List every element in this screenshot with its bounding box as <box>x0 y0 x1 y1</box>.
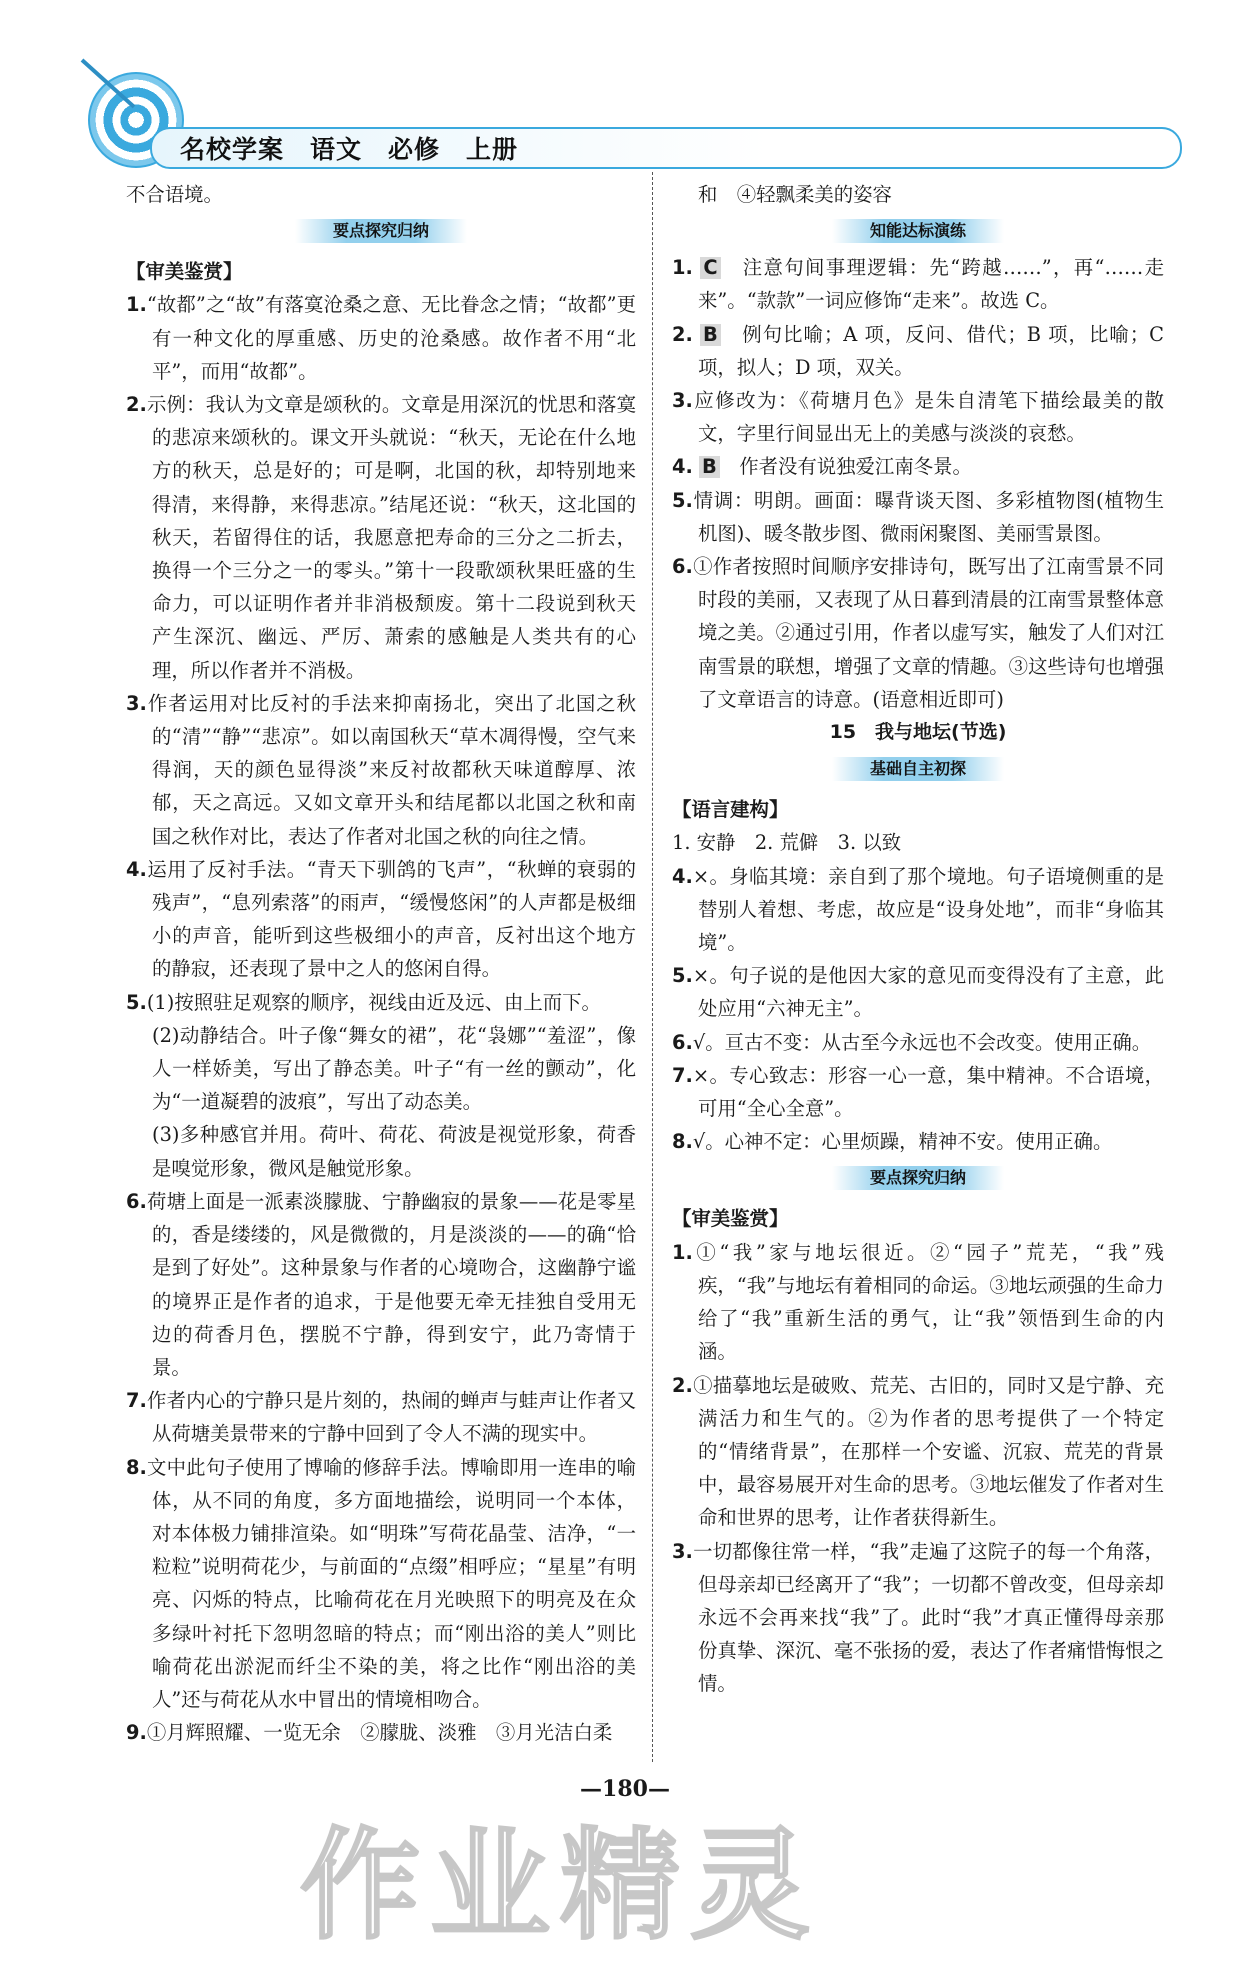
answer-subitem: (3)多种感官并用。荷叶、荷花、荷波是视觉形象，荷香是嗅觉形象，微风是触觉形象。 <box>152 1123 636 1180</box>
left-column <box>126 178 636 1749</box>
answer-line: 1. 安静 2. 荒僻 3. 以致 <box>672 831 902 855</box>
column-divider <box>652 172 653 1762</box>
subsection-heading: 【审美鉴赏】 <box>126 260 243 284</box>
answer-item: 2.示例：我认为文章是颂秋的。文章是用深沉的忧思和落寞的悲凉来颂秋的。课文开头就说：“秋天，无论在什么地方的秋天，总是好的；可是啊，北国的秋，却特别地来得清，来得静，来得悲凉。”结尾还说：“秋天，这北国的秋天，若留得住的话，我愿意把寿命的三分之二折去，换得一个三分之一的零头。”第十一段歌颂秋果旺盛的生命力，可以证明作者并非消极颓废。第十二段说到秋天产生深沉、幽远、严厉、萧索的感触是人类共有的心理，所以作者并不消极。 <box>126 393 636 682</box>
answer-choice: B <box>699 456 720 478</box>
answer-item: 4.×。身临其境：亲自到了那个境地。句子语境侧重的是替别人着想、考虑，故应是“设身处地”，而非“身临其境”。 <box>672 864 1164 955</box>
section-title: 基础自主初探 <box>832 757 1004 781</box>
answer-item: 8.√。心神不定：心里烦躁，精神不安。使用正确。 <box>672 1130 1113 1154</box>
answer-item: 1.①“我”家与地坛很近。②“园子”荒芜，“我”残疾，“我”与地坛有着相同的命运。③地坛顽强的生命力给了“我”重新生活的勇气，让“我”领悟到生命的内涵。 <box>672 1240 1164 1364</box>
answer-item: 4.运用了反衬手法。“青天下驯鸽的飞声”，“秋蝉的衰弱的残声”，“息列索落”的雨声，“缓慢悠闲”的人声都是极细小的声音，能听到这些极细小的声音，反衬出这个地方的静寂，还表现了景中之人的悠闲自得。 <box>126 857 636 981</box>
section-title: 要点探究归纳 <box>295 219 467 243</box>
lesson-title: 15 我与地坛(节选) <box>829 721 1007 744</box>
subsection-heading: 【语言建构】 <box>672 798 789 822</box>
answer-item: 6.√。亘古不变：从古至今永远也不会改变。使用正确。 <box>672 1030 1152 1054</box>
continued-line: 和 ④轻飘柔美的姿容 <box>698 183 892 206</box>
section-banner <box>672 211 1164 251</box>
section-banner <box>672 749 1164 789</box>
answer-item: 2. B 例句比喻；A 项，反问、借代；B 项，比喻；C 项，拟人；D 项，双关。 <box>672 322 1164 379</box>
answer-choice: B <box>700 324 721 346</box>
answer-item: 8.文中此句子使用了博喻的修辞手法。博喻即用一连串的喻体，从不同的角度，多方面地描绘，说明同一个本体，对本体极力铺排渲染。如“明珠”写荷花晶莹、洁净，“一粒粒”说明荷花少，与前面的“点缀”相呼应；“星星”有明亮、闪烁的特点，比喻荷花在月光映照下的明亮及在众多绿叶衬托下忽明忽暗的特点；而“刚出浴的美人”则比喻荷花出淤泥而纤尘不染的美，将之比作“刚出浴的美人”还与荷花从水中冒出的情境相吻合。 <box>126 1455 636 1711</box>
page-number: —180— <box>580 1776 670 1802</box>
intro-line: 不合语境。 <box>126 183 223 206</box>
section-title: 要点探究归纳 <box>832 1166 1004 1190</box>
answer-item: 6.①作者按照时间顺序安排诗句，既写出了江南雪景不同时段的美丽，又表现了从日暮到清晨的江南雪景整体意境之美。②通过引用，作者以虚写实，触发了人们对江南雪景的联想，增强了文章的情趣。③这些诗句也增强了文章语言的诗意。(语意相近即可) <box>672 555 1164 711</box>
answer-item: 6.荷塘上面是一派素淡朦胧、宁静幽寂的景象——花是零星的，香是缕缕的，风是微微的，月是淡淡的——的确“恰是到了好处”。这种景象与作者的心境吻合，这幽静宁谧的境界正是作者的追求，于是他要无牵无挂独自受用无边的荷香月色，摆脱不宁静，得到安宁，此乃寄情于景。 <box>126 1189 636 1379</box>
answer-item: 1.“故都”之“故”有落寞沧桑之意、无比眷念之情；“故都”更有一种文化的厚重感、历史的沧桑感。故作者不用“北平”，而用“故都”。 <box>126 293 636 383</box>
answer-item: 3.作者运用对比反衬的手法来抑南扬北，突出了北国之秋的“清”“静”“悲凉”。如以南国秋天“草木凋得慢，空气来得润，天的颜色显得淡”来反衬故都秋天味道醇厚、浓郁，天之高远。又如文章开头和结尾都以北国之秋和南国之秋作对比，表达了作者对北国之秋的向往之情。 <box>126 691 636 848</box>
answer-item: 9.①月辉照耀、一览无余 ②朦胧、淡雅 ③月光洁白柔 <box>126 1721 613 1745</box>
answer-choice: C <box>700 257 720 279</box>
watermark: 作业精灵 <box>300 1817 820 1956</box>
section-banner <box>672 1158 1164 1198</box>
subsection-heading: 【审美鉴赏】 <box>672 1207 789 1231</box>
answer-item: 7.×。专心致志：形容一心一意，集中精神。不合语境，可用“全心全意”。 <box>672 1063 1164 1121</box>
answer-item: 5.情调：明朗。画面：曝背谈天图、多彩植物图(植物生机图)、暖冬散步图、微雨闲聚图、美丽雪景图。 <box>672 488 1164 545</box>
answer-item: 4. B 作者没有说独爱江南冬景。 <box>672 455 972 479</box>
answer-item: 3.一切都像往常一样，“我”走遍了这院子的每一个角落，但母亲却已经离开了“我”；一切都不曾改变，但母亲却永远不会再来找“我”了。此时“我”才真正懂得母亲那份真挚、深沉、毫不张扬的爱，表达了作者痛惜悔恨之情。 <box>672 1539 1164 1696</box>
answer-item: 2.①描摹地坛是破败、荒芜、古旧的，同时又是宁静、充满活力和生气的。②为作者的思考提供了一个特定的“情绪背景”，在那样一个安谧、沉寂、荒芜的背景中，最容易展开对生命的思考。③地坛催发了作者对生命和世界的思考，让作者获得新生。 <box>672 1373 1164 1530</box>
answer-item: 1. C 注意句间事理逻辑：先“跨越……”，再“……走来”。“款款”一词应修饰“走来”。故选 C。 <box>672 256 1164 313</box>
section-banner <box>126 211 636 251</box>
right-column <box>672 178 1164 1701</box>
answer-item: 5.×。句子说的是他因大家的意见而变得没有了主意，此处应用“六神无主”。 <box>672 964 1164 1021</box>
book-title: 名校学案 语文 必修 上册 <box>180 135 519 164</box>
section-title: 知能达标演练 <box>832 219 1004 243</box>
answer-item: 7.作者内心的宁静只是片刻的，热闹的蝉声与蛙声让作者又从荷塘美景带来的宁静中回到了令人不满的现实中。 <box>126 1389 636 1446</box>
answer-item: 3.应修改为：《荷塘月色》是朱自清笔下描绘最美的散文，字里行间显出无上的美感与淡淡的哀愁。 <box>672 389 1164 446</box>
page-header <box>88 60 1178 170</box>
answer-subitem: (2)动静结合。叶子像“舞女的裙”，花“袅娜”“羞涩”，像人一样娇美，写出了静态美。叶子“有一丝的颤动”，化为“一道凝碧的波痕”，写出了动态美。 <box>152 1023 636 1114</box>
answer-item: 5.(1)按照驻足观察的顺序，视线由近及远、由上而下。 <box>126 990 601 1014</box>
